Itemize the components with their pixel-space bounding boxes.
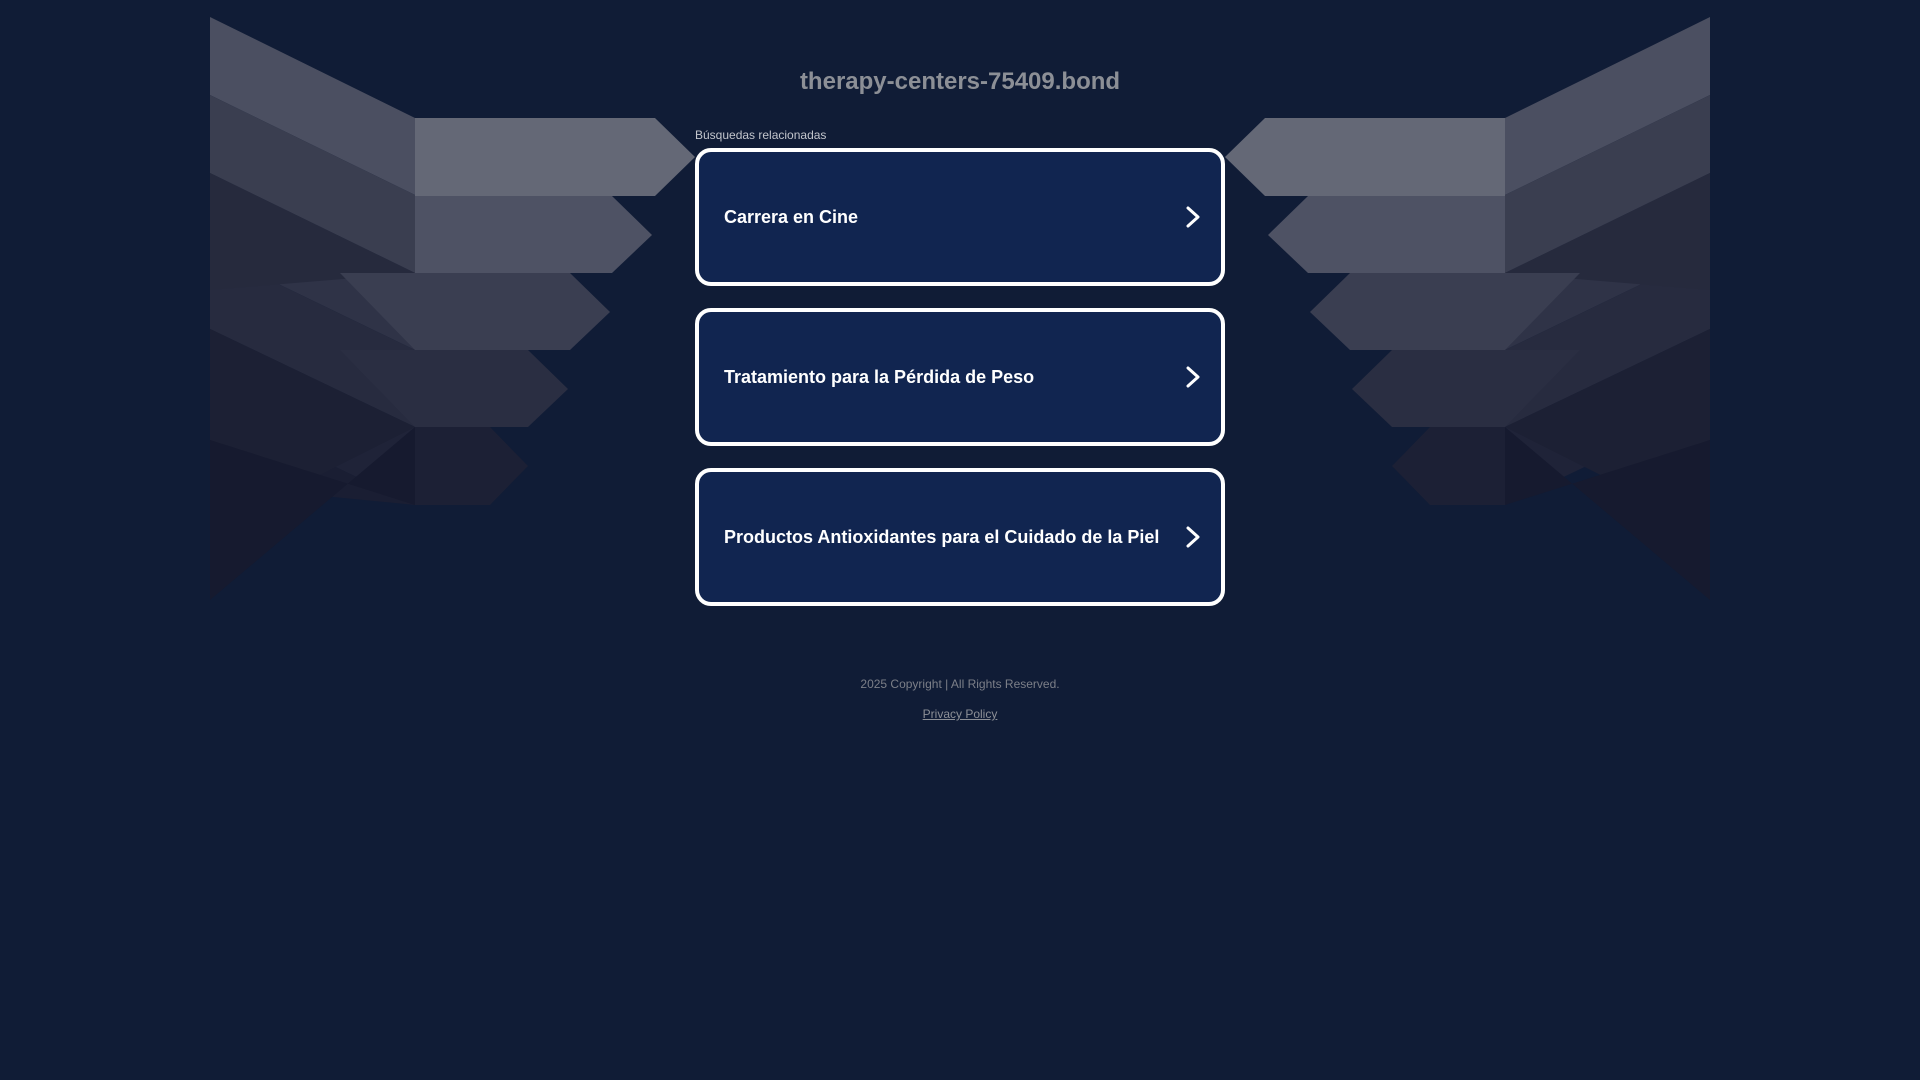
related-link-tratamiento-perdida-peso[interactable] [695, 308, 1225, 446]
footer-privacy [0, 706, 1920, 722]
privacy-policy-link[interactable]: Privacy Policy [922, 707, 998, 721]
domain-title: therapy-centers-75409.bond [799, 68, 1121, 95]
footer-copyright: 2025 Copyright | All Rights Reserved. [860, 677, 1060, 691]
related-searches-label: Búsquedas relacionadas [695, 128, 827, 142]
related-link-productos-antioxidantes[interactable] [695, 468, 1225, 606]
related-link-label: Productos Antioxidantes para el Cuidado de la Piel [724, 527, 1160, 547]
related-link-label: Carrera en Cine [724, 207, 859, 227]
related-link-carrera-en-cine[interactable] [695, 148, 1225, 286]
chevron-right-icon [1185, 205, 1201, 229]
chevron-right-icon [1185, 365, 1201, 389]
chevron-right-icon [1185, 525, 1201, 549]
related-link-label: Tratamiento para la Pérdida de Peso [724, 367, 1035, 387]
related-links-list [695, 148, 1225, 628]
